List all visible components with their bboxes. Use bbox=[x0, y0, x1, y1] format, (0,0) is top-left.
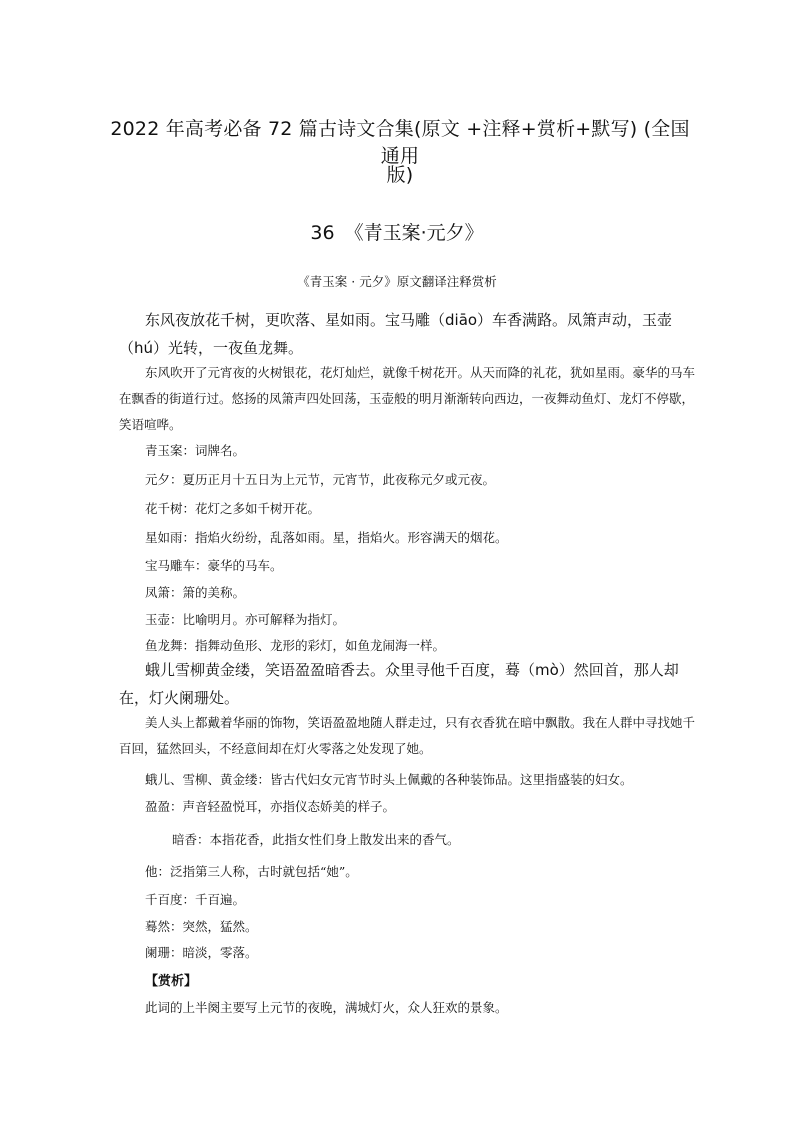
note-item: 花千树：花灯之多如千树开花。 bbox=[145, 501, 321, 516]
note-item: 鱼龙舞：指舞动鱼形、龙形的彩灯，如鱼龙闹海一样。 bbox=[145, 638, 446, 653]
document-title-line-2: 版) bbox=[386, 164, 414, 186]
note-item: 盈盈：声音轻盈悦耳，亦指仪态娇美的样子。 bbox=[145, 799, 396, 814]
translation-stanza-2: 美人头上都戴着华丽的饰物，笑语盈盈地随人群走过，只有衣香犹在暗中飘散。我在人群中寻找她千百回，猛然回头，不经意间却在灯火零落之处发现了她。 bbox=[119, 715, 696, 756]
note-item: 蛾儿、雪柳、黄金缕：皆古代妇女元宵节时头上佩戴的各种装饰品。这里指盛装的妇女。 bbox=[145, 772, 633, 787]
note-item: 千百度：千百遍。 bbox=[145, 892, 246, 907]
section-poem-title: 《青玉案·元夕》 bbox=[344, 222, 484, 244]
note-item: 阑珊：暗淡，零落。 bbox=[145, 945, 258, 960]
appreciation-heading: 【赏析】 bbox=[145, 974, 198, 989]
note-item: 星如雨：指焰火纷纷，乱落如雨。星，指焰火。形容满天的烟花。 bbox=[145, 530, 508, 545]
section-subheading: 《青玉案 · 元夕》原文翻译注释赏析 bbox=[297, 274, 497, 289]
section-number: 36 bbox=[310, 222, 335, 244]
note-item: 蓦然：突然，猛然。 bbox=[145, 919, 258, 934]
note-item: 暗香：本指花香，此指女性们身上散发出来的香气。 bbox=[172, 832, 460, 847]
section-title bbox=[0, 218, 794, 245]
note-item: 青玉案：词牌名。 bbox=[145, 443, 246, 458]
note-item: 他：泛指第三人称，古时就包括“她”。 bbox=[145, 864, 358, 879]
note-item: 玉壶：比喻明月。亦可解释为指灯。 bbox=[145, 612, 346, 627]
note-item: 凤箫：箫的美称。 bbox=[145, 585, 246, 600]
original-text-stanza-2: 蛾儿雪柳黄金缕，笑语盈盈暗香去。众里寻他千百度，蓦（mò）然回首，那人却在，灯火阑珊处。 bbox=[119, 661, 679, 707]
original-text-stanza-1: 东风夜放花千树，更吹落、星如雨。宝马雕（diāo）车香满路。凤箫声动，玉壶（hú）光转，一夜鱼龙舞。 bbox=[119, 311, 673, 357]
appreciation-text: 此词的上半阕主要写上元节的夜晚，满城灯火，众人狂欢的景象。 bbox=[145, 1000, 508, 1015]
translation-stanza-1: 东风吹开了元宵夜的火树银花，花灯灿烂，就像千树花开。从天而降的礼花，犹如星雨。豪华的马车在飘香的街道行过。悠扬的凤箫声四处回荡，玉壶般的明月渐渐转向西边，一夜舞动鱼灯、龙灯不停歇，笑语喧哗。 bbox=[119, 365, 696, 432]
note-item: 宝马雕车：豪华的马车。 bbox=[145, 558, 283, 573]
note-item: 元夕：夏历正月十五日为上元节，元宵节，此夜称元夕或元夜。 bbox=[145, 472, 496, 487]
document-title-line-1: 2022 年高考必备 72 篇古诗文合集(原文 +注释+赏析+默写) (全国通用 bbox=[110, 118, 690, 167]
